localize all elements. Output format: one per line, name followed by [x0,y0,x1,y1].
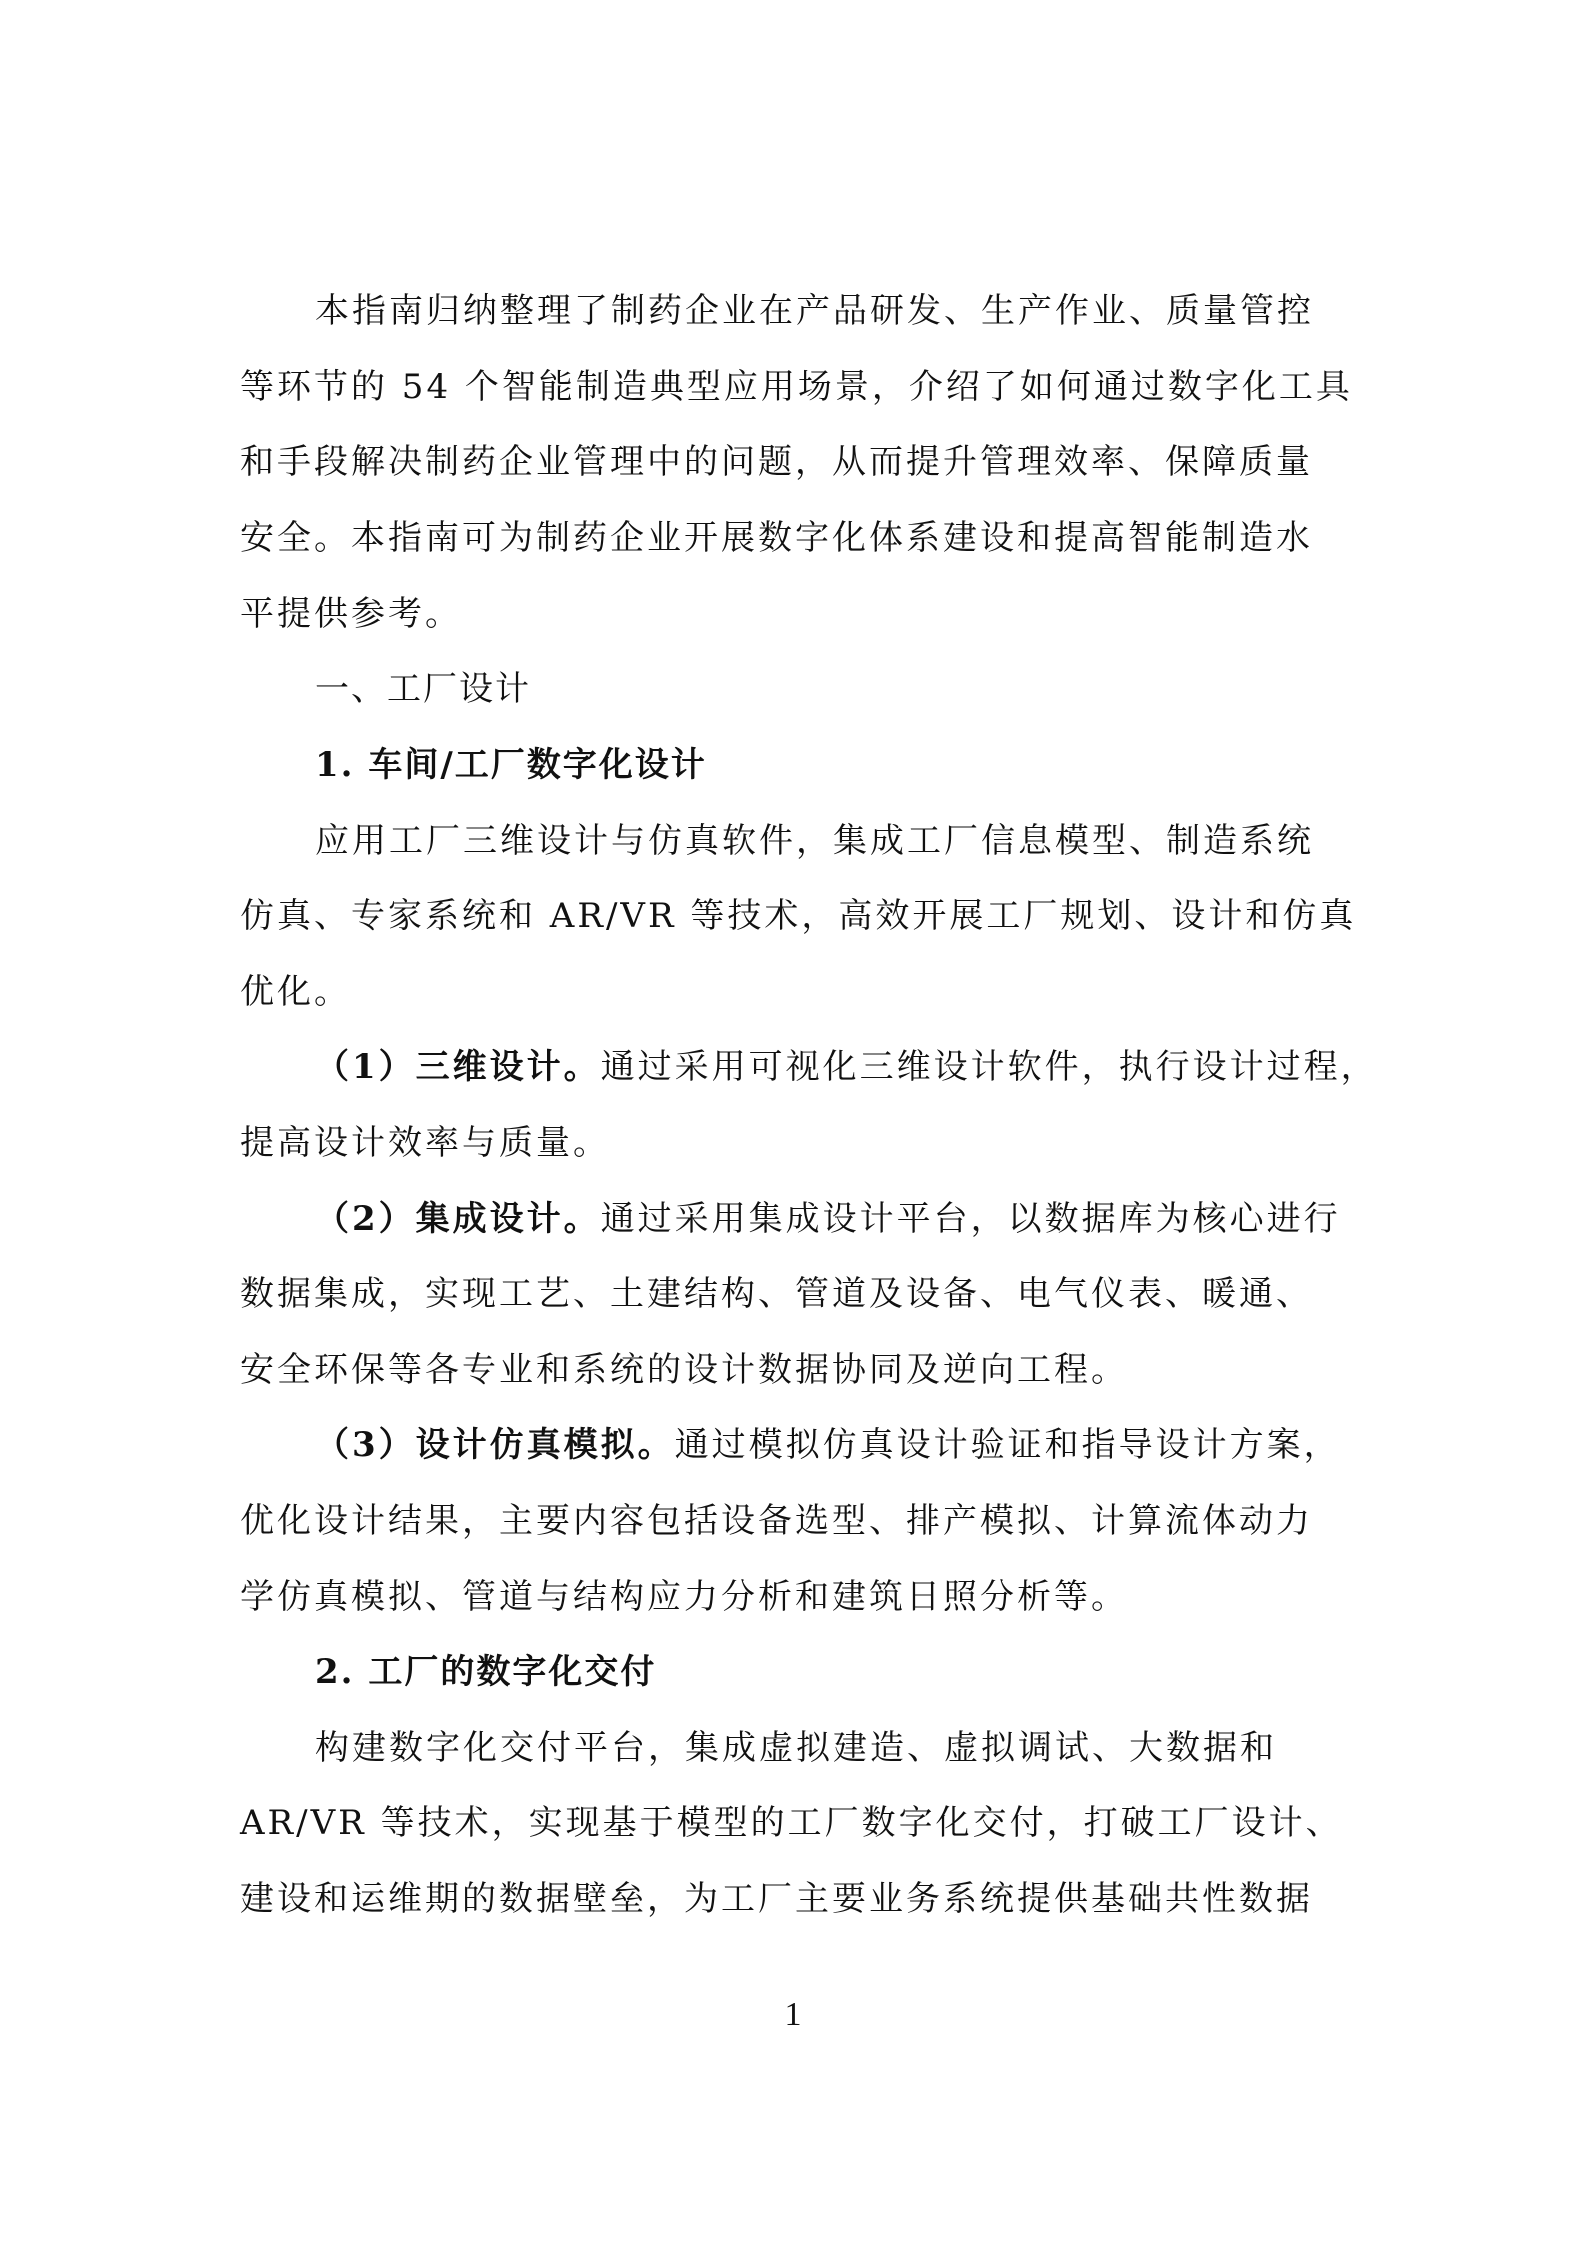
item-3d-design [315,1047,1378,1087]
item-3d-design-text: 通过采用可视化三维设计软件，执行设计过程， [600,1047,1378,1087]
item-integrated-design-text: 通过采用集成设计平台，以数据库为核心进行 [600,1199,1341,1239]
intro-line-1: 本指南归纳整理了制药企业在产品研发、生产作业、质量管控 [315,291,1314,331]
sub2-line-1: 构建数字化交付平台，集成虚拟建造、虚拟调试、大数据和 [315,1728,1277,1768]
page-number: 1 [784,1996,802,2033]
item-3d-design-line-2: 提高设计效率与质量。 [240,1123,610,1163]
item-simulation-text: 通过模拟仿真设计验证和指导设计方案， [674,1425,1341,1465]
item-simulation [315,1425,1341,1465]
item-integrated-design-line-3: 安全环保等各专业和系统的设计数据协同及逆向工程。 [240,1350,1128,1390]
item-3d-design-label: （1）三维设计。 [315,1047,601,1087]
subsection-heading-digital-delivery: 2. 工厂的数字化交付 [315,1652,657,1692]
item-integrated-design [315,1199,1341,1239]
intro-line-3: 和手段解决制药企业管理中的问题，从而提升管理效率、保障质量 [240,442,1313,482]
item-integrated-design-line-2: 数据集成，实现工艺、土建结构、管道及设备、电气仪表、暖通、 [240,1274,1313,1314]
item-simulation-line-2: 优化设计结果，主要内容包括设备选型、排产模拟、计算流体动力 [240,1501,1313,1541]
sub1-line-2: 仿真、专家系统和 AR/VR 等技术，高效开展工厂规划、设计和仿真 [240,896,1357,936]
item-simulation-line-3: 学仿真模拟、管道与结构应力分析和建筑日照分析等。 [240,1577,1128,1617]
sub1-line-1: 应用工厂三维设计与仿真软件，集成工厂信息模型、制造系统 [315,821,1314,861]
subsection-heading-digital-design: 1. 车间/工厂数字化设计 [315,745,707,785]
item-simulation-label: （3）设计仿真模拟。 [315,1425,675,1465]
section-heading-factory-design: 一、工厂设计 [315,669,531,709]
intro-line-2: 等环节的 54 个智能制造典型应用场景，介绍了如何通过数字化工具 [240,367,1353,407]
sub2-line-2: AR/VR 等技术，实现基于模型的工厂数字化交付，打破工厂设计、 [240,1803,1343,1843]
sub2-line-3: 建设和运维期的数据壁垒，为工厂主要业务系统提供基础共性数据 [240,1879,1313,1919]
intro-line-4: 安全。本指南可为制药企业开展数字化体系建设和提高智能制造水 [240,518,1313,558]
intro-line-5: 平提供参考。 [240,594,462,634]
sub1-line-3: 优化。 [240,972,351,1012]
item-integrated-design-label: （2）集成设计。 [315,1199,601,1239]
